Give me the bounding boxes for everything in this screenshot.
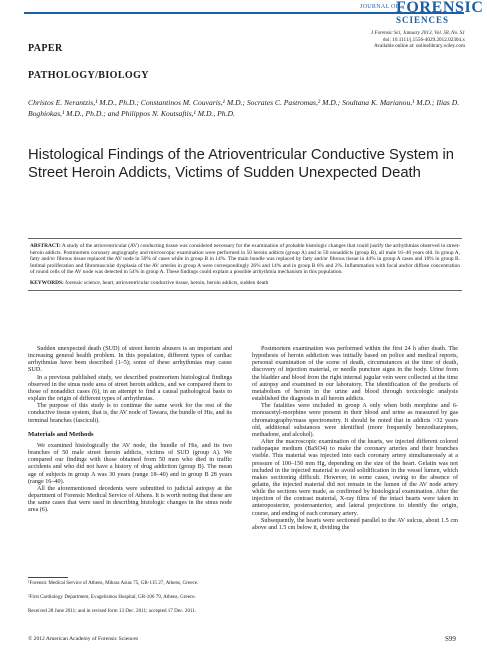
journal-banner-title: FORENSIC	[396, 0, 484, 16]
body-column-left	[28, 346, 232, 514]
keywords	[30, 280, 460, 287]
abstract-text: A study of the atrioventricular (AV) conducting tissue was considered necessary for the examination of probable histologic changes that could justify the arrhythmias observed in street-heroin addicts. Postmortem coronary angiography and microscopic examination were performed in 50 heroin addicts (group A) and in 50 nonaddicts (group B), all male 16–40 years old. In group A, fatty and/or fibrous tissue replaced the AV node in 50% of cases while in group B in 14%. The main bundle was replaced by fatty and/or fibrous tissue in 44% in group A cases and 10% in group B. Intimal proliferation and fibromuscular dysplasia of the AV arteries in group A were correspondingly 26% and 14% and in group B 6% and 2%. Inflammation with focal and/or diffuse concentration of round cells of the AV node was detected in 54% in group A. These findings could explain a possible arrhythmia mechanism in this population.	[30, 243, 460, 276]
section-heading-methods: Materials and Methods	[28, 430, 94, 438]
footnote-affiliation-1: ¹Forensic Medical Service of Athens, Mikras Asias 75, GR-115 27, Athens, Greece.	[28, 580, 199, 586]
journal-citation: J Forensic Sci, January 2013, Vol. 58, No. S1	[370, 30, 465, 36]
footnote-affiliation-2: ²First Cardiology Department, Evagelismos Hospital, GR-106 79, Athens, Greece.	[28, 594, 196, 600]
keywords-text: forensic science, heart, atrioventricular conductive tissue, heroin, heroin addicts, sudden death	[65, 279, 269, 286]
article-title: Histological Findings of the Atrioventricular Conductive System in Street Heroin Addicts, Victims of Sudden Unexpected Death	[28, 147, 455, 181]
body-paragraph: In a previous published study, we described postmortem histological findings observed in the sinus node area of street heroin addicts, and we compared them to those of nonaddict cases (6), in an attempt to find a causal pathological basis to explain the origin of different types of arrhythmias.	[28, 374, 232, 403]
body-paragraph: The purpose of this study is to continue the same work for the rest of the conductive tissue system, that is, the AV node of Tawara, the bundle of His, and its terminal branches (fasciculi).	[28, 403, 232, 424]
body-paragraph: After the macroscopic examination of the hearts, we injected different colored radiopaque medium (BaSO4) to make the coronary arteries and their branches visible. This material was injected into each coronary artery simultaneously at a pressure of 100–150 mm Hg, depending on the size of the heart. Gelatin was not included in the injected material to avoid solidification in the vessel lumen, which makes sectioning difficult. However, in some cases, owing to the absence of gelatin, the injected material did not remain in the lumen of the AV node artery while the sections were made, as confirmed by histological examination. After the injection of the contrast material, X-ray films of the intact hearts were taken in anteroposterior, posteroanterior, and lateral projections to identify the origin, course, and ending of each coronary artery.	[252, 439, 458, 517]
article-type-label: PAPER	[28, 43, 63, 54]
article-section-label: PATHOLOGY/BIOLOGY	[28, 70, 149, 81]
footnote-divider	[28, 577, 68, 578]
body-paragraph: Postmortem examination was performed within the first 24 h after death. The hypothesis of heroin addiction was initially based on police and medical reports, personal examination of the scene of death, circumstances at the time of death, discovery of injection material, or needle puncture signs in the body. Urine from the bladder and blood from the right internal jugular vein were collected at the time of autopsy and examined in our laboratory. The identification of the products of metabolism of heroin in the urine and blood through toxicologic analysis established the diagnosis in all heroin addicts.	[252, 346, 458, 403]
journal-banner-prefix: JOURNAL OF	[360, 4, 400, 10]
body-paragraph: Sudden unexpected death (SUD) of street heroin abusers is an important and increasing general health problem. In this population, different types of cardiac arrhythmias have been described (1–5); some of these arrhythmias may cause SUD.	[28, 346, 232, 374]
abstract-box	[28, 238, 462, 291]
body-paragraph: Subsequently, the hearts were sectioned parallel to the AV sulcus, about 1.5 cm above and 1.5 cm below it, dividing the	[252, 517, 458, 531]
body-column-right	[252, 346, 458, 532]
body-paragraph: The fatalities were included in group A only when both morphine and 6-monoacetyl-morphine were present in their blood and urine as measured by gas chromatography/mass spectrometry. It should be noted that in addicts >32 years old, additional substances were identified (more frequently benzodiazepines, methadone, and alcohol).	[252, 403, 458, 438]
abstract	[30, 243, 460, 276]
footnote-received-dates: Received 28 June 2011; and in revised form 13 Dec. 2011; accepted 17 Dec. 2011.	[28, 608, 197, 614]
article-doi: doi: 10.1111/j.1556-4029.2012.02304.x	[382, 36, 465, 43]
page-number: S99	[445, 635, 456, 643]
availability-note: Available online at: onlinelibrary.wiley.com	[374, 43, 465, 49]
journal-banner-subtitle: SCIENCES	[396, 15, 450, 25]
author-list: Christos E. Nerantzis,¹ M.D., Ph.D.; Constantinos M. Couvaris,¹ M.D.; Socrates C. Pastromas,² M.D.; Soultana K. Marianou,¹ M.D.; Ilias D. Boghiokas,¹ M.D., Ph.D.; and Philippos N. Koutsaftis,¹ M.D., Ph.D.	[28, 98, 460, 118]
keywords-label: KEYWORDS:	[30, 279, 64, 286]
body-paragraph: All the aforementioned decedents were submitted to judicial autopsy at the department of Forensic Medical Service of Athens. It is worth noting that these are the same cases that were used in describing histologic changes in the sinus node area (6).	[28, 485, 232, 514]
abstract-label: ABSTRACT:	[30, 243, 61, 249]
body-paragraph: We examined histologically the AV node, the bundle of His, and its two branches of 50 male street heroin addicts, victims of SUD (group A). We compared our findings with those obtained from 50 men who died in traffic accidents and who did not have a history of drug addiction (group B). The mean age of subjects in group A was 30 years (range 18–40) and in group B 28 years (range 16–40).	[28, 442, 232, 485]
copyright-notice: © 2012 American Academy of Forensic Sciences	[28, 636, 139, 642]
